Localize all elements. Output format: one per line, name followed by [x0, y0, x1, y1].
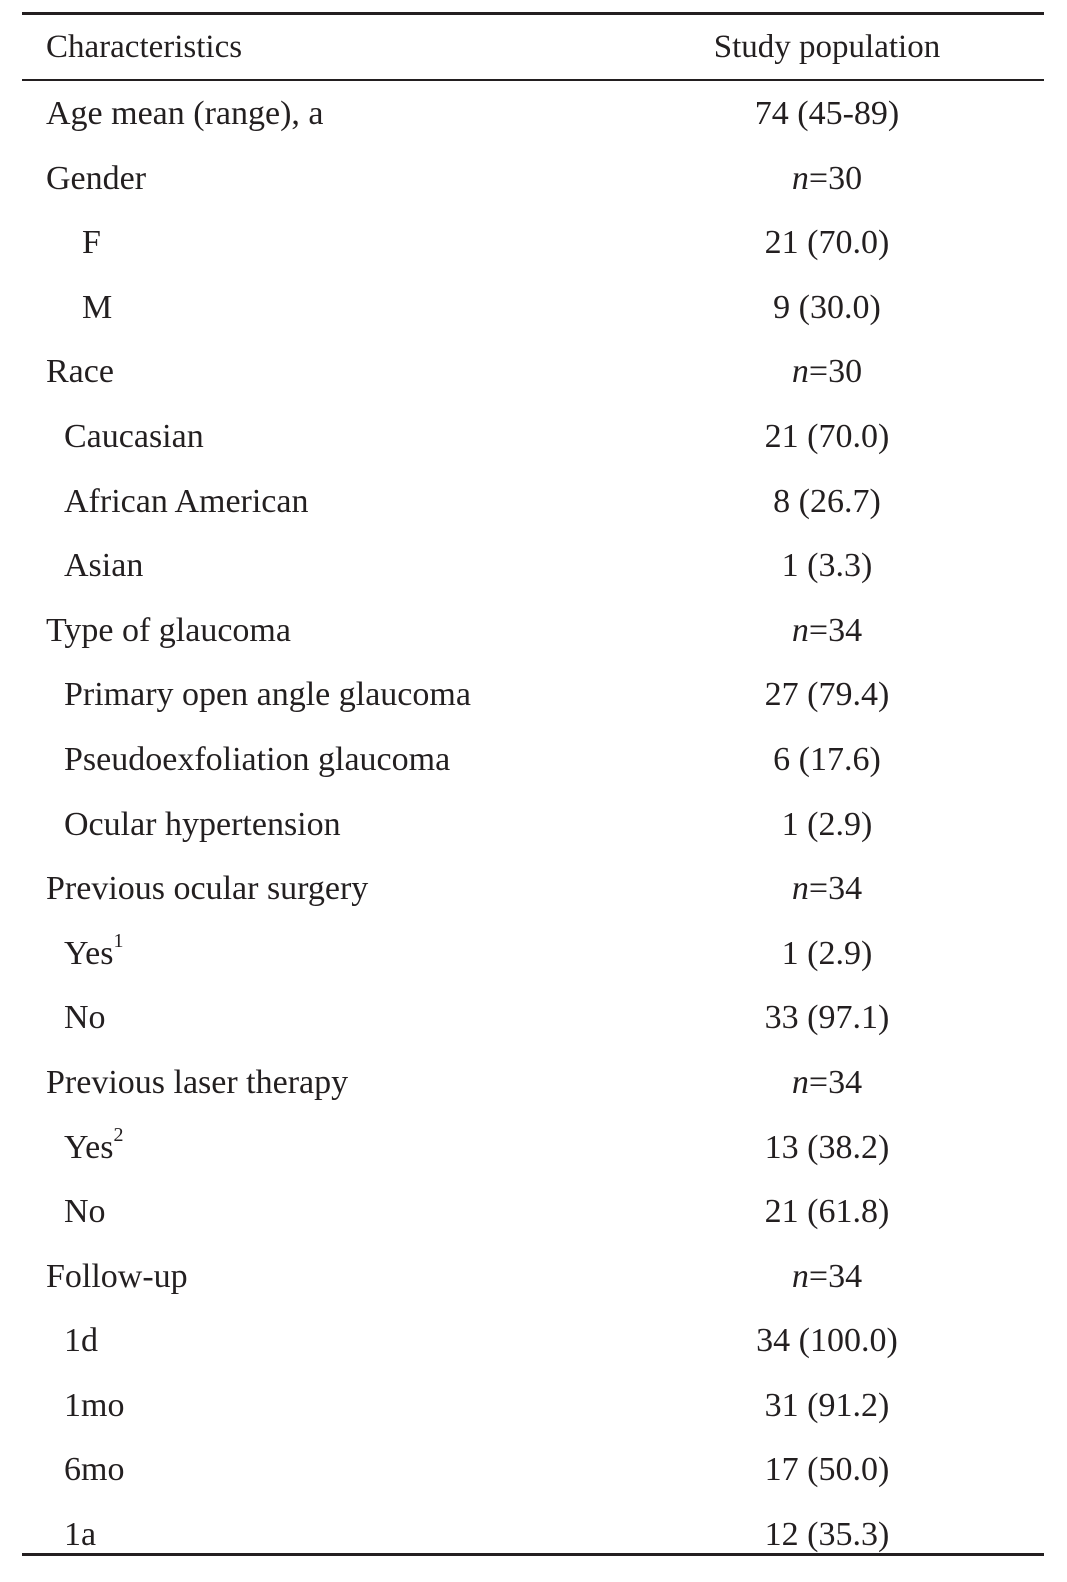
- row-label-text: Type of glaucoma: [46, 611, 291, 649]
- row-value: [722, 1503, 932, 1568]
- header-characteristics: Characteristics: [46, 29, 243, 65]
- row-value-text: 33 (97.1): [764, 999, 890, 1037]
- table-row: [22, 147, 1044, 212]
- table-row: [22, 211, 1044, 276]
- table-row: [22, 1374, 1044, 1439]
- sample-size-value: =30: [808, 353, 863, 391]
- sample-size-symbol: n: [791, 870, 809, 908]
- row-value: [722, 470, 932, 535]
- header-study-population: Study population: [713, 29, 941, 65]
- row-value: [722, 276, 932, 341]
- row-label-text: Asian: [64, 547, 144, 585]
- row-value: [722, 663, 932, 728]
- row-label-text: Yes: [64, 934, 114, 972]
- row-value-text: 8 (26.7): [773, 482, 881, 520]
- row-label-text: Previous ocular surgery: [46, 870, 369, 908]
- row-value-text: 17 (50.0): [764, 1451, 890, 1489]
- row-value-text: 21 (70.0): [764, 417, 890, 455]
- table-row: [22, 1438, 1044, 1503]
- row-label-text: F: [82, 224, 101, 262]
- row-value-text: 13 (38.2): [764, 1128, 890, 1166]
- row-label-text: Primary open angle glaucoma: [64, 676, 471, 714]
- row-label: [64, 470, 309, 535]
- row-label: [64, 1374, 124, 1439]
- table-row: [22, 1503, 1044, 1568]
- row-value: [722, 793, 932, 858]
- table-body: [22, 81, 1044, 1568]
- row-label: [46, 1051, 348, 1116]
- row-label-text: African American: [64, 482, 309, 520]
- row-label-text: Yes: [64, 1128, 114, 1166]
- row-value-text: 1 (2.9): [781, 934, 873, 972]
- row-label-text: Ocular hypertension: [64, 805, 341, 843]
- row-value: [722, 340, 932, 405]
- row-label: [64, 663, 471, 728]
- row-value: [722, 534, 932, 599]
- row-label-text: No: [64, 1193, 106, 1231]
- table-row: [22, 1245, 1044, 1310]
- row-label: [46, 1245, 188, 1310]
- sample-size-value: =30: [808, 159, 863, 197]
- table-row: [22, 340, 1044, 405]
- table-row: [22, 276, 1044, 341]
- table-bottom-rule: [22, 1553, 1044, 1556]
- row-label-text: Gender: [46, 159, 147, 197]
- row-label: [46, 82, 324, 147]
- sample-size-value: =34: [808, 1257, 863, 1295]
- footnote-marker: 2: [113, 1124, 124, 1147]
- row-value-text: 6 (17.6): [773, 740, 881, 778]
- row-value: [722, 147, 932, 212]
- sample-size-symbol: n: [791, 1257, 809, 1295]
- row-label-text: Previous laser therapy: [46, 1063, 349, 1101]
- table-row: [22, 1051, 1044, 1116]
- table-row: [22, 534, 1044, 599]
- table-header-row: [22, 15, 1044, 79]
- row-value-text: 9 (30.0): [773, 288, 881, 326]
- sample-size-value: =34: [808, 611, 863, 649]
- row-value: [722, 405, 932, 470]
- row-label: [64, 922, 123, 987]
- row-label-text: 1mo: [64, 1386, 125, 1424]
- table-row: [22, 470, 1044, 535]
- row-label: [46, 147, 146, 212]
- row-value: [722, 1051, 932, 1116]
- table-row: [22, 728, 1044, 793]
- table-row: [22, 1180, 1044, 1245]
- table-row: [22, 1116, 1044, 1181]
- sample-size-symbol: n: [791, 353, 809, 391]
- table-row: [22, 599, 1044, 664]
- row-label: [46, 340, 114, 405]
- sample-size-symbol: n: [791, 611, 809, 649]
- row-label: [64, 1180, 106, 1245]
- table-row: [22, 793, 1044, 858]
- row-value-text: 21 (70.0): [764, 224, 890, 262]
- row-value-text: 21 (61.8): [764, 1193, 890, 1231]
- table-row: [22, 857, 1044, 922]
- row-label-text: 6mo: [64, 1451, 125, 1489]
- row-label-text: Follow-up: [46, 1257, 188, 1295]
- row-value: [722, 986, 932, 1051]
- row-value: [722, 1374, 932, 1439]
- table-row: [22, 663, 1044, 728]
- row-value: [722, 211, 932, 276]
- row-value: [722, 922, 932, 987]
- row-value-text: 34 (100.0): [756, 1322, 898, 1360]
- row-value: [722, 1245, 932, 1310]
- row-label: [64, 793, 341, 858]
- sample-size-value: =34: [808, 870, 863, 908]
- row-label-text: M: [82, 288, 113, 326]
- row-value: [722, 1438, 932, 1503]
- table-row: [22, 986, 1044, 1051]
- row-value: [722, 599, 932, 664]
- row-label: [64, 1116, 123, 1181]
- sample-size-value: =34: [808, 1063, 863, 1101]
- row-label-text: Age mean (range), a: [46, 95, 324, 132]
- table-row: [22, 1309, 1044, 1374]
- sample-size-symbol: n: [791, 159, 809, 197]
- row-label-text: Race: [46, 353, 114, 391]
- row-value: [722, 857, 932, 922]
- sample-size-symbol: n: [791, 1063, 809, 1101]
- row-label-text: No: [64, 999, 106, 1037]
- row-value: [722, 728, 932, 793]
- row-label: [82, 211, 101, 276]
- row-label: [46, 857, 368, 922]
- row-value: [722, 82, 932, 147]
- row-label: [64, 728, 450, 793]
- row-label: [64, 986, 106, 1051]
- row-label-text: Pseudoexfoliation glaucoma: [64, 740, 451, 778]
- characteristics-table: [22, 8, 1044, 1568]
- row-label: [64, 1438, 124, 1503]
- table-row: [22, 405, 1044, 470]
- row-value: [722, 1180, 932, 1245]
- row-label-text: 1d: [64, 1322, 98, 1360]
- row-label-text: 1a: [64, 1516, 97, 1554]
- row-value-text: 74 (45-89): [754, 95, 900, 132]
- footnote-marker: 1: [113, 930, 124, 953]
- row-label: [64, 1309, 98, 1374]
- row-value: [722, 1116, 932, 1181]
- row-label-text: Caucasian: [64, 417, 204, 455]
- row-label: [46, 599, 291, 664]
- row-value-text: 1 (3.3): [781, 547, 873, 585]
- table-row: [22, 922, 1044, 987]
- row-label: [82, 276, 112, 341]
- table-row: [22, 82, 1044, 147]
- row-value-text: 27 (79.4): [764, 676, 890, 714]
- row-value-text: 12 (35.3): [764, 1516, 890, 1554]
- row-label: [64, 1503, 96, 1568]
- row-label: [64, 405, 204, 470]
- row-label: [64, 534, 143, 599]
- row-value: [722, 1309, 932, 1374]
- row-value-text: 31 (91.2): [764, 1386, 890, 1424]
- row-value-text: 1 (2.9): [781, 805, 873, 843]
